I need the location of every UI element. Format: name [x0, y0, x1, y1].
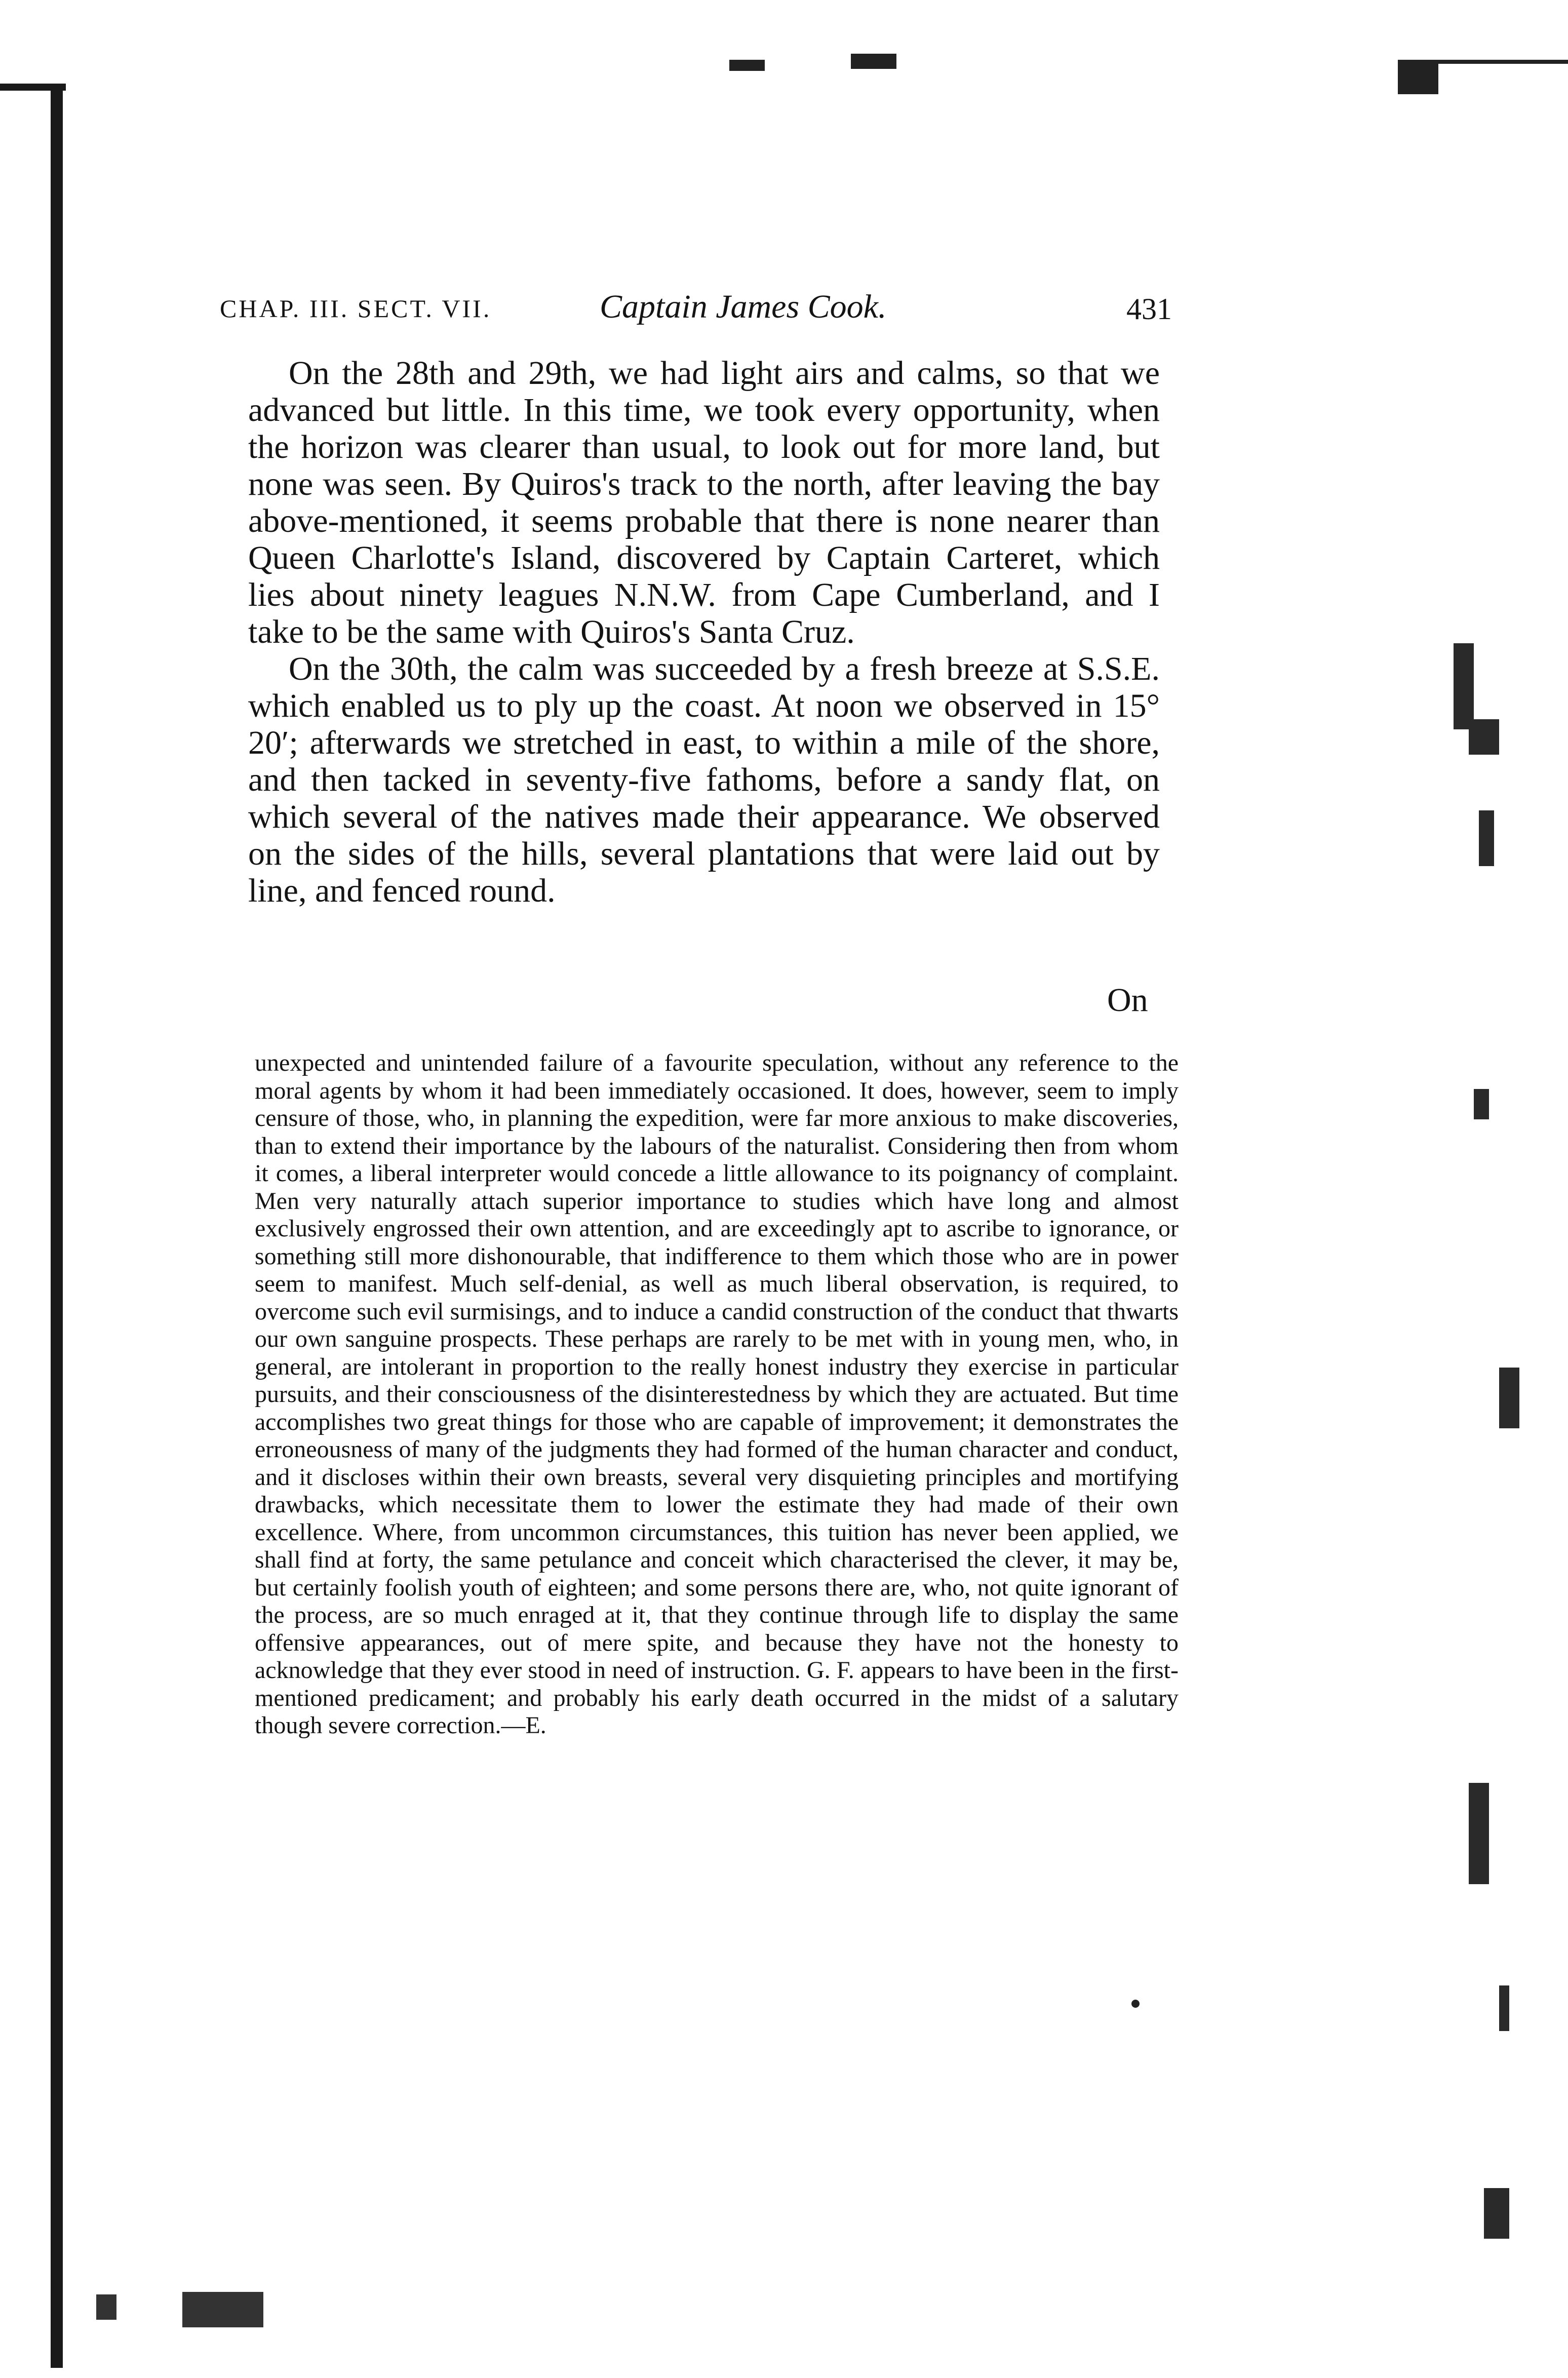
scan-margin-noise — [1479, 810, 1494, 866]
scan-speck — [729, 60, 765, 71]
scan-speck — [1398, 64, 1438, 94]
chapter-section: CHAP. III. SECT. VII. — [220, 294, 492, 323]
scan-margin-noise — [1499, 1368, 1519, 1428]
paragraph: On the 30th, the calm was succeeded by a fresh breeze at S.S.E. which enabled us to ply up the coast. At noon we observed in 15° 20′; afterwards we stretched in east, to within a mile of the shore, and then tacked in seventy-five fathoms, before a sandy flat, on which several of the natives made their appearance. We observed on the sides of the hills, several plantations that were laid out by line, and fenced round. — [248, 650, 1160, 909]
scan-margin-noise — [1499, 1985, 1509, 2031]
running-head — [220, 284, 1172, 329]
scan-margin-noise — [1469, 1783, 1489, 1884]
scan-speck — [96, 2294, 116, 2320]
scan-speck — [1398, 60, 1568, 64]
scan-speck — [1131, 2000, 1140, 2008]
scan-margin-noise — [1484, 2188, 1509, 2239]
binding-edge — [51, 89, 63, 2368]
paragraph: On the 28th and 29th, we had light airs and calms, so that we advanced but little. In this time, we took every opportunity, when the horizon was clearer than usual, to look out for more land, but none was seen. By Quiros's track to the north, after leaving the bay above-mentioned, it seems probable that there is none nearer than Queen Charlotte's Island, discovered by Captain Carteret, which lies about ninety leagues N.N.W. from Cape Cumberland, and I take to be the same with Quiros's Santa Cruz. — [248, 355, 1160, 650]
scan-margin-noise — [1469, 719, 1499, 755]
scan-speck — [851, 54, 896, 69]
running-title: Captain James Cook. — [600, 288, 887, 325]
footnote — [255, 1049, 1179, 1740]
scan-margin-noise — [1474, 1089, 1489, 1119]
scan-speck — [182, 2292, 263, 2327]
catchword: On — [1107, 982, 1148, 1019]
scan-margin-noise — [1454, 643, 1474, 729]
page-number: 431 — [1126, 292, 1172, 326]
footnote-text: unexpected and unintended failure of a favourite speculation, without any reference to the moral agents by whom it had been immediately occasioned. It does, however, seem to imply censure of those, who, in planning the expedition, were far more anxious to make discoveries, than to extend their importance by the labours of the naturalist. Considering then from whom it comes, a liberal interpreter would concede a little allowance to its poignancy of complaint. Men very naturally attach superior importance to studies which have long and almost exclusively engrossed their own attention, and are exceedingly apt to ascribe to ignorance, or something still more dishonourable, that indifference to them which those who are in power seem to manifest. Much self-denial, as well as much liberal observation, is required, to overcome such evil surmisings, and to induce a candid construction of the conduct that thwarts our own sanguine prospects. These perhaps are rarely to be met with in young men, who, in general, are intolerant in proportion to the really honest industry they exercise in particular pursuits, and their consciousness of the disinterestedness by which they are actuated. But time accomplishes two great things for those who are capable of improvement; it demonstrates the erroneousness of many of the judgments they had formed of the human character and conduct, and it discloses within their own breasts, several very disquieting principles and mortifying drawbacks, which necessitate them to lower the estimate they had made of their own excellence. Where, from uncommon circumstances, this tuition has never been applied, we shall find at forty, the same petulance and conceit which characterised the clever, it may be, but certainly foolish youth of eighteen; and some persons there are, who, not quite ignorant of the process, are so much enraged at it, that they continue through life to display the same offensive appearances, out of mere spite, and because they have not the honesty to acknowledge that they ever stood in need of instruction. G. F. appears to have been in the first-mentioned predicament; and probably his early death occurred in the midst of a salutary though severe correction.—E. — [255, 1049, 1179, 1739]
main-text — [248, 355, 1160, 909]
